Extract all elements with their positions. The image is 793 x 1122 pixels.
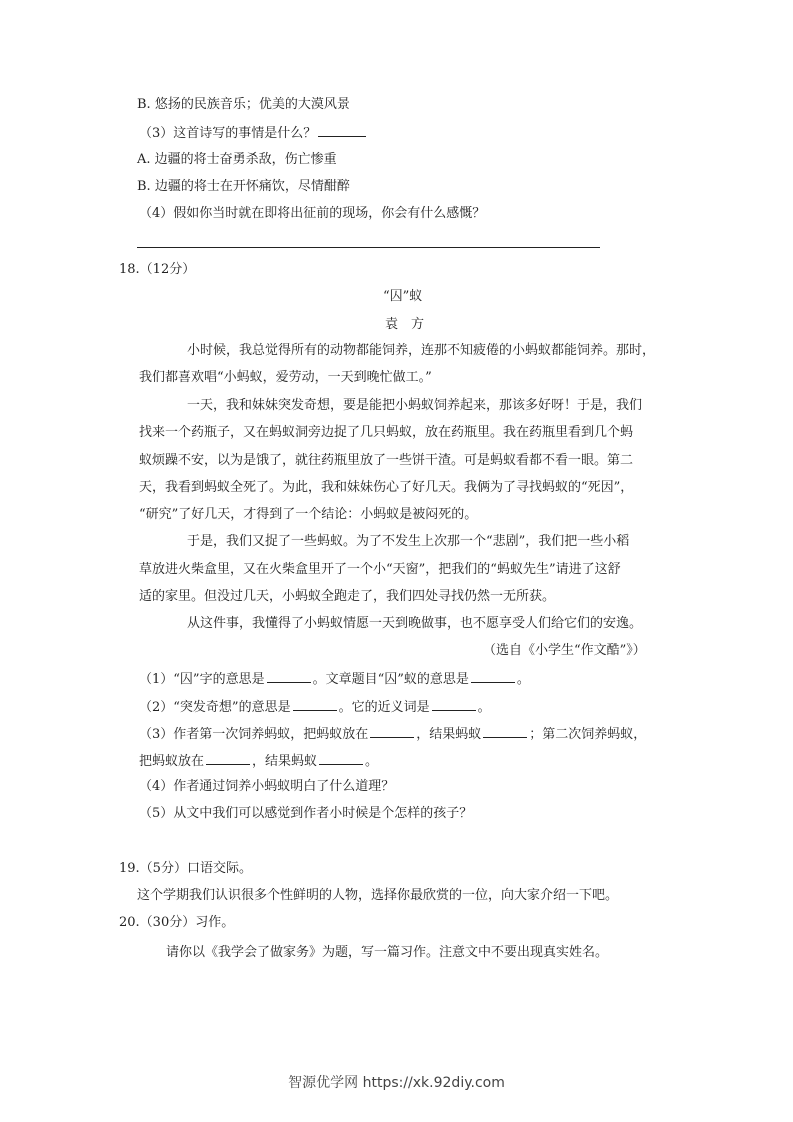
q18-sub4: （4）作者通过饲养小蚂蚁明白了什么道理？ [139, 779, 395, 794]
q18-sub3-text: （3）作者第一次饲养蚂蚁，把蚂蚁放在 [139, 727, 369, 742]
paragraph-3-line: 于是，我们又捉了一些蚂蚁。为了不发生上次那一个“悲剧”，我们把一些小稻 [187, 534, 630, 549]
q18-sub1 [139, 669, 530, 689]
q17-sub4-question: （4）假如你当时就在即将出征前的现场，你会有什么感慨？ [139, 206, 486, 221]
q17-sub3-option-b: B. 边疆的将士在开怀痛饮，尽情酣醉 [137, 179, 350, 194]
q20-header: 20.（30分）习作。 [119, 915, 235, 930]
q18-sub3-text: ，结果蚂蚁 [252, 754, 318, 769]
article-author: 袁 方 [385, 317, 425, 332]
paragraph-2-line: 找来一个药瓶子，又在蚂蚁洞旁边捉了几只蚂蚁，放在药瓶里。我在药瓶里看到几个蚂 [139, 425, 634, 440]
answer-blank[interactable] [319, 751, 363, 765]
q18-sub2-text: （2）“突发奇想”的意思是 [139, 700, 291, 715]
q17-sub3-text: （3）这首诗写的事情是什么？ [139, 126, 317, 141]
answer-blank[interactable] [370, 724, 414, 738]
q18-sub3 [139, 724, 646, 744]
q17-sub3-question [139, 123, 368, 143]
paragraph-1-line: 小时候，我总觉得所有的动物都能饲养，连那不知疲倦的小蚂蚁都能饲养。那时， [187, 343, 656, 358]
paragraph-3-line: 草放进火柴盒里，又在火柴盒里开了一个小“天窗”，把我们的“蚂蚁先生”请进了这舒 [139, 562, 621, 577]
q17-sub3-option-a: A. 边疆的将士奋勇杀敌，伤亡惨重 [137, 152, 337, 167]
q18-sub3-text: ，结果蚂蚁 [416, 727, 482, 742]
q18-sub5: （5）从文中我们可以感觉到作者小时候是个怎样的孩子？ [139, 806, 473, 821]
paragraph-2-line: 蚁烦躁不安，以为是饿了，就往药瓶里放了一些饼干渣。可是蚂蚁看都不看一眼。第二 [139, 453, 634, 468]
answer-blank[interactable] [483, 724, 527, 738]
q18-sub2-text: 。它的近义词是 [338, 700, 430, 715]
q19-header: 19.（5分）口语交际。 [119, 861, 252, 876]
answer-blank[interactable] [293, 697, 337, 711]
q17-answer-line[interactable] [137, 247, 600, 248]
paragraph-4-line: 从这件事，我懂得了小蚂蚁情愿一天到晚做事，也不愿享受人们给它们的安逸。 [187, 616, 643, 631]
q18-sub1-text: 。文章题目“囚”蚁的意思是 [312, 672, 469, 687]
answer-blank[interactable] [471, 669, 515, 683]
answer-blank[interactable] [267, 669, 311, 683]
q18-sub3-text: ；第二次饲养蚂蚁， [529, 727, 647, 742]
article-title: “囚”蚁 [383, 289, 423, 304]
q19-body: 这个学期我们认识很多个性鲜明的人物，选择你最欣赏的一位，向大家介绍一下吧。 [137, 888, 619, 903]
q18-sub1-text: 。 [516, 672, 530, 687]
q17-option-b: B. 悠扬的民族音乐；优美的大漠风景 [137, 97, 350, 112]
q20-body: 请你以《我学会了做家务》为题，写一篇习作。注意文中不要出现真实姓名。 [166, 945, 609, 960]
answer-blank[interactable] [432, 697, 476, 711]
paragraph-2-line: 一天，我和妹妹突发奇想，要是能把小蚂蚁饲养起来，那该多好呀！于是，我们 [187, 398, 643, 413]
paragraph-2-line: “研究”了好几天，才得到了一个结论：小蚂蚁是被闷死的。 [139, 507, 478, 522]
footer-watermark: 智源优学网 https://xk.92diy.com [288, 1075, 505, 1091]
q18-sub2 [139, 697, 491, 717]
answer-blank[interactable] [318, 123, 366, 137]
answer-blank[interactable] [206, 751, 250, 765]
article-source: （选自《小学生“作文酷”》） [483, 643, 646, 658]
q18-sub1-text: （1）“囚”字的意思是 [139, 672, 265, 687]
paragraph-2-line: 天，我看到蚂蚁全死了。为此，我和妹妹伤心了好几天。我俩为了寻找蚂蚁的“死因”， [139, 480, 634, 495]
q18-sub3-text: 把蚂蚁放在 [139, 754, 205, 769]
paragraph-3-line: 适的家里。但没过几天，小蚂蚁全跑走了，我们四处寻找仍然一无所获。 [139, 589, 556, 604]
q18-sub3-text: 。 [365, 754, 379, 769]
q18-sub3-cont [139, 751, 378, 771]
q18-sub2-text: 。 [477, 700, 491, 715]
paragraph-1-line: 我们都喜欢唱“小蚂蚁，爱劳动，一天到晚忙做工。” [139, 370, 432, 385]
q18-header: 18.（12分） [119, 262, 196, 277]
